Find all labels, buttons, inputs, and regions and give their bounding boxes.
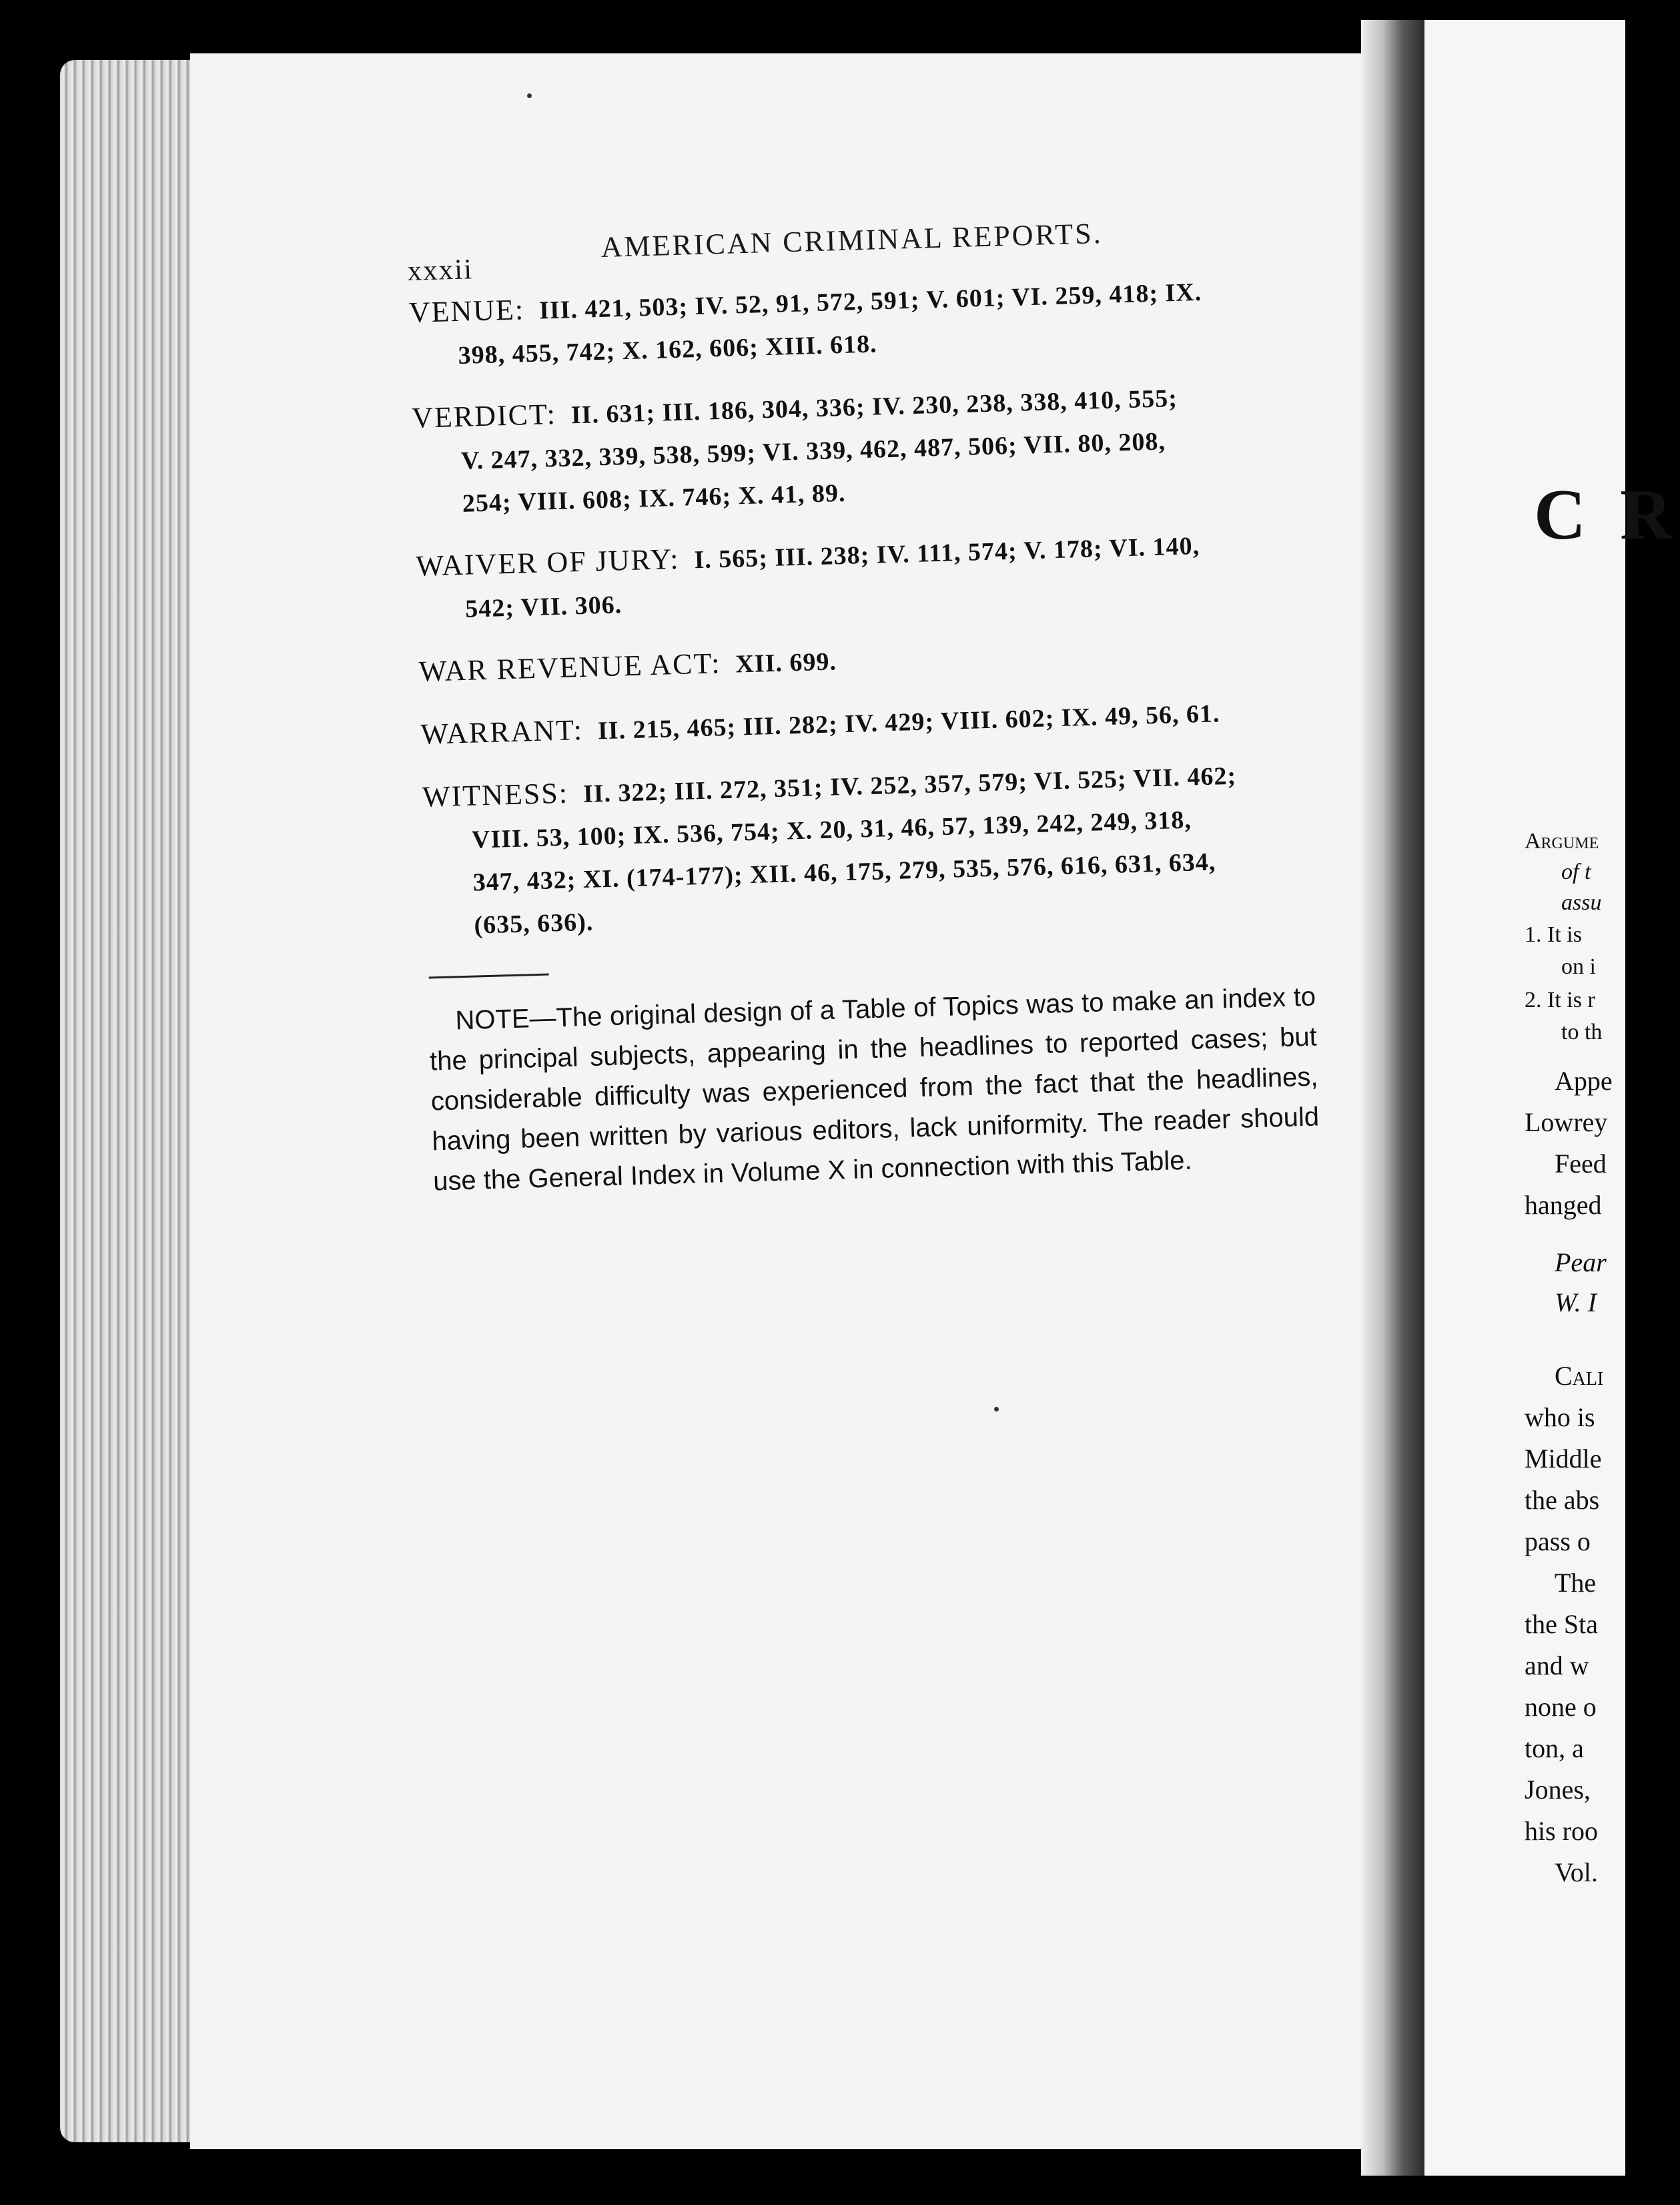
entry-refs: XII. 699. bbox=[735, 647, 837, 679]
right-page-line: Pear bbox=[1555, 1247, 1607, 1277]
right-page-line: his roo bbox=[1525, 1816, 1598, 1846]
book-gutter bbox=[1361, 20, 1424, 2176]
right-page-line: of t bbox=[1561, 860, 1591, 884]
entry-topic: WITNESS: bbox=[422, 776, 569, 814]
entry-refs: 542; VII. 306. bbox=[464, 591, 622, 623]
right-page-line: Argume bbox=[1525, 829, 1599, 854]
right-page-line: 2. It is r bbox=[1525, 988, 1595, 1012]
entry-refs: VIII. 53, 100; IX. 536, 754; X. 20, 31, 46, 57, 139, 242, 249, 318, bbox=[471, 806, 1192, 854]
page-number: xxxii bbox=[407, 254, 474, 287]
right-page-line: the abs bbox=[1525, 1485, 1600, 1515]
entry-refs: (635, 636). bbox=[473, 908, 594, 940]
right-page-line: the Sta bbox=[1525, 1609, 1598, 1639]
page-edges bbox=[60, 60, 193, 2142]
entry-topic: WAR REVENUE ACT: bbox=[418, 647, 722, 688]
entry-topic: WARRANT: bbox=[420, 713, 584, 751]
entry-refs: I. 565; III. 238; IV. 111, 574; V. 178; VI. 140, bbox=[693, 532, 1200, 575]
right-page-line: who is bbox=[1525, 1402, 1595, 1432]
index-entry-witness bbox=[422, 751, 1320, 947]
index-entry-verdict bbox=[411, 373, 1308, 526]
entry-refs: 254; VIII. 608; IX. 746; X. 41, 89. bbox=[462, 479, 847, 518]
right-page-line: Appe bbox=[1555, 1066, 1613, 1096]
right-page-line: Vol. bbox=[1555, 1857, 1598, 1887]
right-page-line: Middle bbox=[1525, 1444, 1602, 1474]
right-page-line: and w bbox=[1525, 1650, 1589, 1680]
right-page-line: ton, a bbox=[1525, 1733, 1584, 1763]
right-page-line: Jones, bbox=[1525, 1775, 1591, 1805]
entry-refs: II. 631; III. 186, 304, 336; IV. 230, 238, 338, 410, 555; bbox=[570, 384, 1178, 430]
right-page bbox=[1424, 20, 1680, 2176]
entry-refs: II. 215, 465; III. 282; IV. 429; VIII. 602; IX. 49, 56, 61. bbox=[597, 699, 1221, 745]
right-page-line: W. I bbox=[1555, 1287, 1597, 1317]
note-paragraph: NOTE—The original design of a Table of Topics was to make an index to the principal subjects, appearing in the headlines to reported cases; but considerable difficulty was experienced from the fact that the headlines, having been written by various editors, lack uniformity. The reader should use the General Index in Volume X in connection with this Table. bbox=[429, 982, 1320, 1197]
right-page-title: C R bbox=[1534, 475, 1680, 555]
right-page-line: on i bbox=[1561, 954, 1596, 979]
entry-refs: II. 322; III. 272, 351; IV. 252, 357, 579; VI. 525; VII. 462; bbox=[582, 761, 1237, 808]
right-page-line: to th bbox=[1561, 1020, 1603, 1044]
entry-topic: WAIVER OF JURY: bbox=[415, 542, 681, 583]
entry-topic: VENUE: bbox=[408, 293, 525, 329]
entry-refs: V. 247, 332, 339, 538, 599; VI. 339, 462, 487, 506; VII. 80, 208, bbox=[460, 427, 1166, 475]
right-page-line: hanged bbox=[1525, 1190, 1602, 1220]
index-entry-waiver-of-jury bbox=[416, 521, 1312, 631]
section-divider bbox=[429, 974, 549, 979]
right-page-line: Feed bbox=[1555, 1149, 1607, 1179]
right-page-line: none o bbox=[1525, 1692, 1597, 1722]
index-entry-warrant bbox=[420, 689, 1315, 756]
entry-refs: III. 421, 503; IV. 52, 91, 572, 591; V. 601; VI. 259, 418; IX. bbox=[538, 278, 1202, 325]
running-head: AMERICAN CRIMINAL REPORTS. bbox=[600, 216, 1104, 264]
right-page-line: 1. It is bbox=[1525, 922, 1582, 947]
right-page-line: Cali bbox=[1555, 1361, 1604, 1391]
print-speck bbox=[527, 93, 532, 98]
entry-refs: 398, 455, 742; X. 162, 606; XIII. 618. bbox=[458, 330, 878, 370]
topic-index bbox=[408, 268, 1328, 1202]
print-speck bbox=[994, 1407, 999, 1411]
index-entry-war-revenue-act bbox=[418, 626, 1313, 693]
right-page-line: Lowrey bbox=[1525, 1107, 1608, 1137]
right-page-line: assu bbox=[1561, 890, 1602, 915]
entry-topic: VERDICT: bbox=[411, 397, 557, 434]
right-page-line: pass o bbox=[1525, 1526, 1591, 1556]
entry-refs: 347, 432; XI. (174-177); XII. 46, 175, 279, 535, 576, 616, 631, 634, bbox=[472, 848, 1216, 897]
right-page-line: The bbox=[1555, 1568, 1597, 1598]
